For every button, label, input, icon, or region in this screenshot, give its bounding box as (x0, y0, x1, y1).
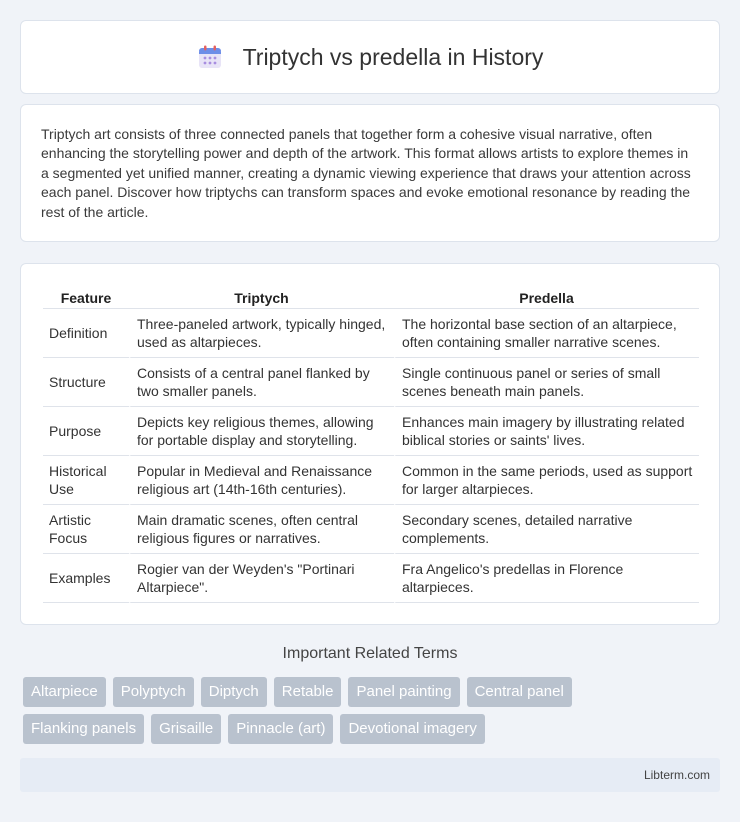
tag-pinnacle-art[interactable]: Pinnacle (art) (228, 714, 333, 744)
tag-polyptych[interactable]: Polyptych (113, 677, 194, 707)
table-cell-feature: Structure (43, 358, 129, 407)
tag-retable[interactable]: Retable (274, 677, 342, 707)
tag-grisaille[interactable]: Grisaille (151, 714, 221, 744)
table-row (43, 505, 699, 554)
table-cell-triptych: Consists of a central panel flanked by two smaller panels. (129, 358, 394, 407)
table-cell-triptych: Rogier van der Weyden's "Portinari Altarpiece". (129, 554, 394, 603)
tag-row (23, 677, 723, 707)
table-cell-predella: Single continuous panel or series of small scenes beneath main panels. (394, 358, 699, 407)
table-cell-predella: Enhances main imagery by illustrating related biblical stories or saints' lives. (394, 407, 699, 456)
table-cell-predella: Secondary scenes, detailed narrative complements. (394, 505, 699, 554)
footer-link[interactable]: Libterm.com (643, 768, 710, 782)
table-cell-predella: Fra Angelico's predellas in Florence altarpieces. (394, 554, 699, 603)
table-header-triptych: Triptych (129, 282, 394, 309)
table-cell-predella: The horizontal base section of an altarpiece, often containing smaller narrative scenes. (394, 309, 699, 358)
table-header-feature: Feature (43, 282, 129, 309)
calendar-icon (197, 44, 223, 70)
table-cell-feature: Purpose (43, 407, 129, 456)
footer (20, 758, 720, 792)
tag-panel-painting[interactable]: Panel painting (348, 677, 459, 707)
table-header-predella: Predella (394, 282, 699, 309)
related-terms-title: Important Related Terms (282, 645, 458, 662)
intro-text: Triptych art consists of three connected panels that together form a cohesive visual narrative, often enhancing the storytelling power and depth of the artwork. This format allows artists to explore themes in a segmented yet unified manner, creating a dynamic viewing experience that draws your attention across each panel. Discover how triptychs can transform spaces and evoke emotional resonance by reading the rest of the article. (41, 126, 691, 220)
table-header-row (43, 282, 699, 309)
comparison-table-card (20, 263, 720, 625)
header-card (20, 20, 720, 94)
tag-flanking-panels[interactable]: Flanking panels (23, 714, 144, 744)
table-cell-predella: Common in the same periods, used as support for larger altarpieces. (394, 456, 699, 505)
header-inner (197, 44, 544, 71)
tag-central-panel[interactable]: Central panel (467, 677, 572, 707)
table-cell-triptych: Depicts key religious themes, allowing for portable display and storytelling. (129, 407, 394, 456)
table-cell-feature: Historical Use (43, 456, 129, 505)
table-row (43, 407, 699, 456)
page-title: Triptych vs predella in History (242, 43, 544, 70)
table-row (43, 309, 699, 358)
table-row (43, 358, 699, 407)
table-cell-triptych: Main dramatic scenes, often central religious figures or narratives. (129, 505, 394, 554)
tag-devotional-imagery[interactable]: Devotional imagery (340, 714, 484, 744)
intro-card (20, 104, 720, 242)
related-terms-tags (23, 677, 723, 751)
table-cell-feature: Definition (43, 309, 129, 358)
comparison-table (43, 282, 699, 603)
tag-altarpiece[interactable]: Altarpiece (23, 677, 106, 707)
table-cell-triptych: Three-paneled artwork, typically hinged, used as altarpieces. (129, 309, 394, 358)
table-cell-feature: Artistic Focus (43, 505, 129, 554)
table-row (43, 456, 699, 505)
table-cell-feature: Examples (43, 554, 129, 603)
tag-row (23, 714, 723, 744)
tag-diptych[interactable]: Diptych (201, 677, 267, 707)
table-cell-triptych: Popular in Medieval and Renaissance religious art (14th-16th centuries). (129, 456, 394, 505)
table-row (43, 554, 699, 603)
